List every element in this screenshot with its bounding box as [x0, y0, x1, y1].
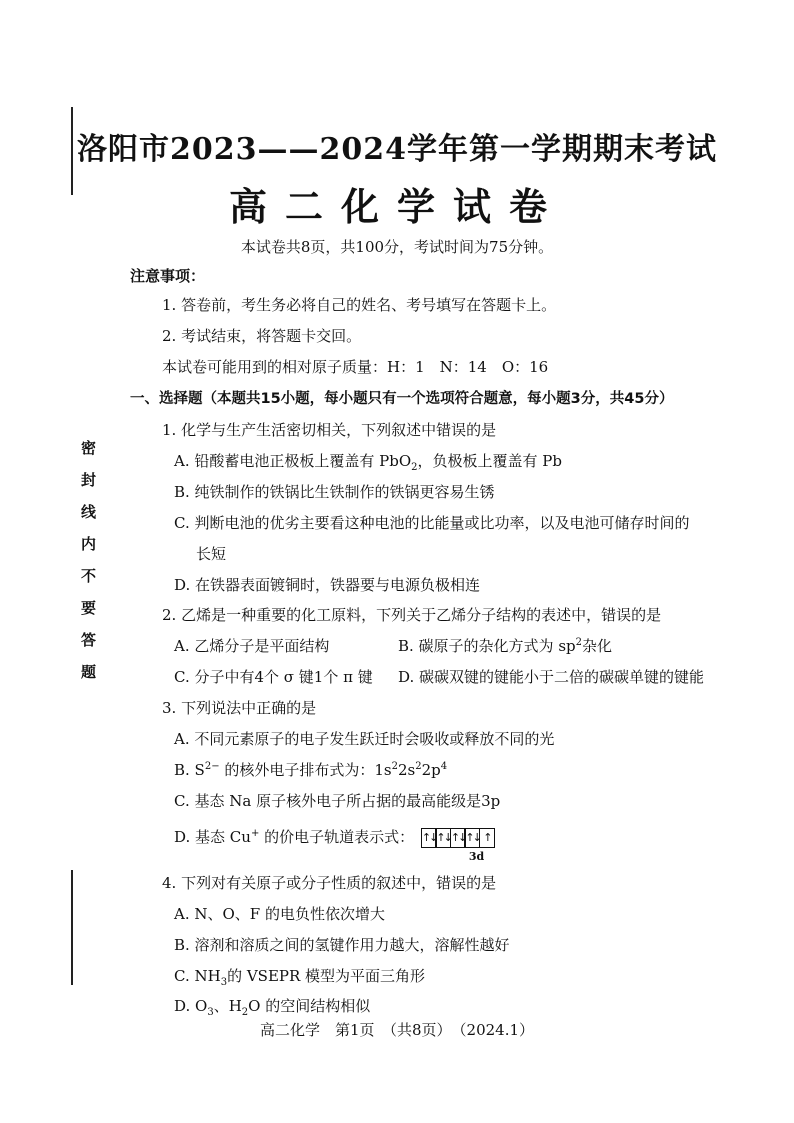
- option-text: 2p: [421, 761, 441, 779]
- option-text: D. 基态 Cu: [174, 828, 251, 846]
- option-text: B. S: [174, 761, 205, 779]
- question-1-option-a: [174, 450, 562, 473]
- option-text: 2s: [397, 761, 416, 779]
- option-text: 的价电子轨道表示式：: [259, 828, 415, 846]
- note-item: 1. 答卷前，考生务必将自己的姓名、考号填写在答题卡上。: [162, 296, 557, 314]
- option-text: O 的空间结构相似: [248, 997, 371, 1015]
- option-text: 的 VSEPR 模型为平面三角形: [227, 967, 426, 985]
- atomic-mass-note: 本试卷可能用到的相对原子质量：H：1 N：14 O：16: [162, 358, 549, 376]
- question-4-option-d: [174, 995, 370, 1018]
- exam-title: 洛阳市2023——2024学年第一学期期末考试: [77, 132, 717, 167]
- subscript: 2: [411, 462, 418, 473]
- option-text: 的核外电子排布式为：1s: [219, 761, 392, 779]
- question-3-option-a: A. 不同元素原子的电子发生跃迁时会吸收或释放不同的光: [174, 730, 555, 748]
- superscript: 2−: [204, 761, 220, 772]
- question-1-option-b: B. 纯铁制作的铁锅比生铁制作的铁锅更容易生锈: [174, 483, 495, 501]
- question-3-stem: 3. 下列说法中正确的是: [162, 699, 317, 717]
- question-4-option-a: A. N、O、F 的电负性依次增大: [174, 905, 385, 923]
- superscript: 4: [440, 761, 448, 772]
- subscript: 3: [220, 977, 228, 988]
- option-text: A. 铅酸蓄电池正极板上覆盖有 PbO: [174, 452, 412, 470]
- question-2-stem: 2. 乙烯是一种重要的化工原料，下列关于乙烯分子结构的表述中，错误的是: [162, 606, 662, 624]
- orbital-diagram: [421, 828, 494, 863]
- question-1-stem: 1. 化学与生产生活密切相关，下列叙述中错误的是: [162, 421, 497, 439]
- question-2-option-d: D. 碳碳双键的键能小于二倍的碳碳单键的键能: [398, 668, 705, 686]
- page-footer: 高二化学 第1页 （共8页） （2024.1）: [259, 1021, 535, 1039]
- option-text: ，负极板上覆盖有 Pb: [417, 452, 562, 470]
- option-text: B. 碳原子的杂化方式为 sp: [398, 637, 576, 655]
- question-3-option-c: C. 基态 Na 原子核外电子所占据的最高能级是3p: [174, 792, 501, 810]
- question-4-option-b: B. 溶剂和溶质之间的氢键作用力越大，溶解性越好: [174, 936, 510, 954]
- section-heading: 一、选择题（本题共15小题，每小题只有一个选项符合题意，每小题3分，共45分）: [130, 391, 674, 407]
- notes-heading: 注意事项：: [130, 267, 206, 285]
- question-3-option-d: [174, 826, 493, 863]
- option-text: D. O: [174, 997, 208, 1015]
- orbital-box: ↑↓: [450, 828, 466, 848]
- subscript: 3: [207, 1007, 214, 1018]
- question-4-option-c: [174, 965, 425, 988]
- exam-info: 本试卷共8页，共100分，考试时间为75分钟。: [240, 238, 554, 256]
- option-text: 杂化: [582, 637, 613, 655]
- question-1-option-c: C. 判断电池的优劣主要看这种电池的比能量或比功率，以及电池可储存时间的: [174, 514, 690, 532]
- question-1-option-c-cont: 长短: [196, 545, 227, 563]
- superscript: 2: [391, 761, 398, 772]
- orbital-box: ↑: [479, 828, 495, 848]
- orbital-box: ↑↓: [435, 828, 451, 848]
- orbital-label: 3d: [468, 850, 485, 863]
- question-2-option-c: C. 分子中有4个 σ 键1个 π 键: [174, 668, 373, 686]
- superscript: 2: [415, 761, 422, 772]
- question-3-option-b: [174, 759, 447, 780]
- note-item: 2. 考试结束，将答题卡交回。: [162, 327, 362, 345]
- orbital-box: ↑↓: [464, 828, 480, 848]
- orbital-box: ↑↓: [421, 828, 437, 848]
- question-2-option-a: A. 乙烯分子是平面结构: [174, 637, 330, 655]
- question-4-stem: 4. 下列对有关原子或分子性质的叙述中，错误的是: [162, 874, 497, 892]
- binding-line-bottom: [71, 870, 73, 985]
- superscript: +: [250, 828, 260, 839]
- subscript: 2: [241, 1007, 249, 1018]
- question-1-option-d: D. 在铁器表面镀铜时，铁器要与电源负极相连: [174, 576, 481, 594]
- option-text: 、H: [213, 997, 242, 1015]
- superscript: 2: [575, 637, 583, 648]
- subject-title: 高二化学试卷: [228, 184, 565, 229]
- question-2-option-b: [398, 635, 612, 656]
- option-text: C. NH: [174, 967, 221, 985]
- seal-line-text: 密封线内不要答题: [79, 440, 97, 696]
